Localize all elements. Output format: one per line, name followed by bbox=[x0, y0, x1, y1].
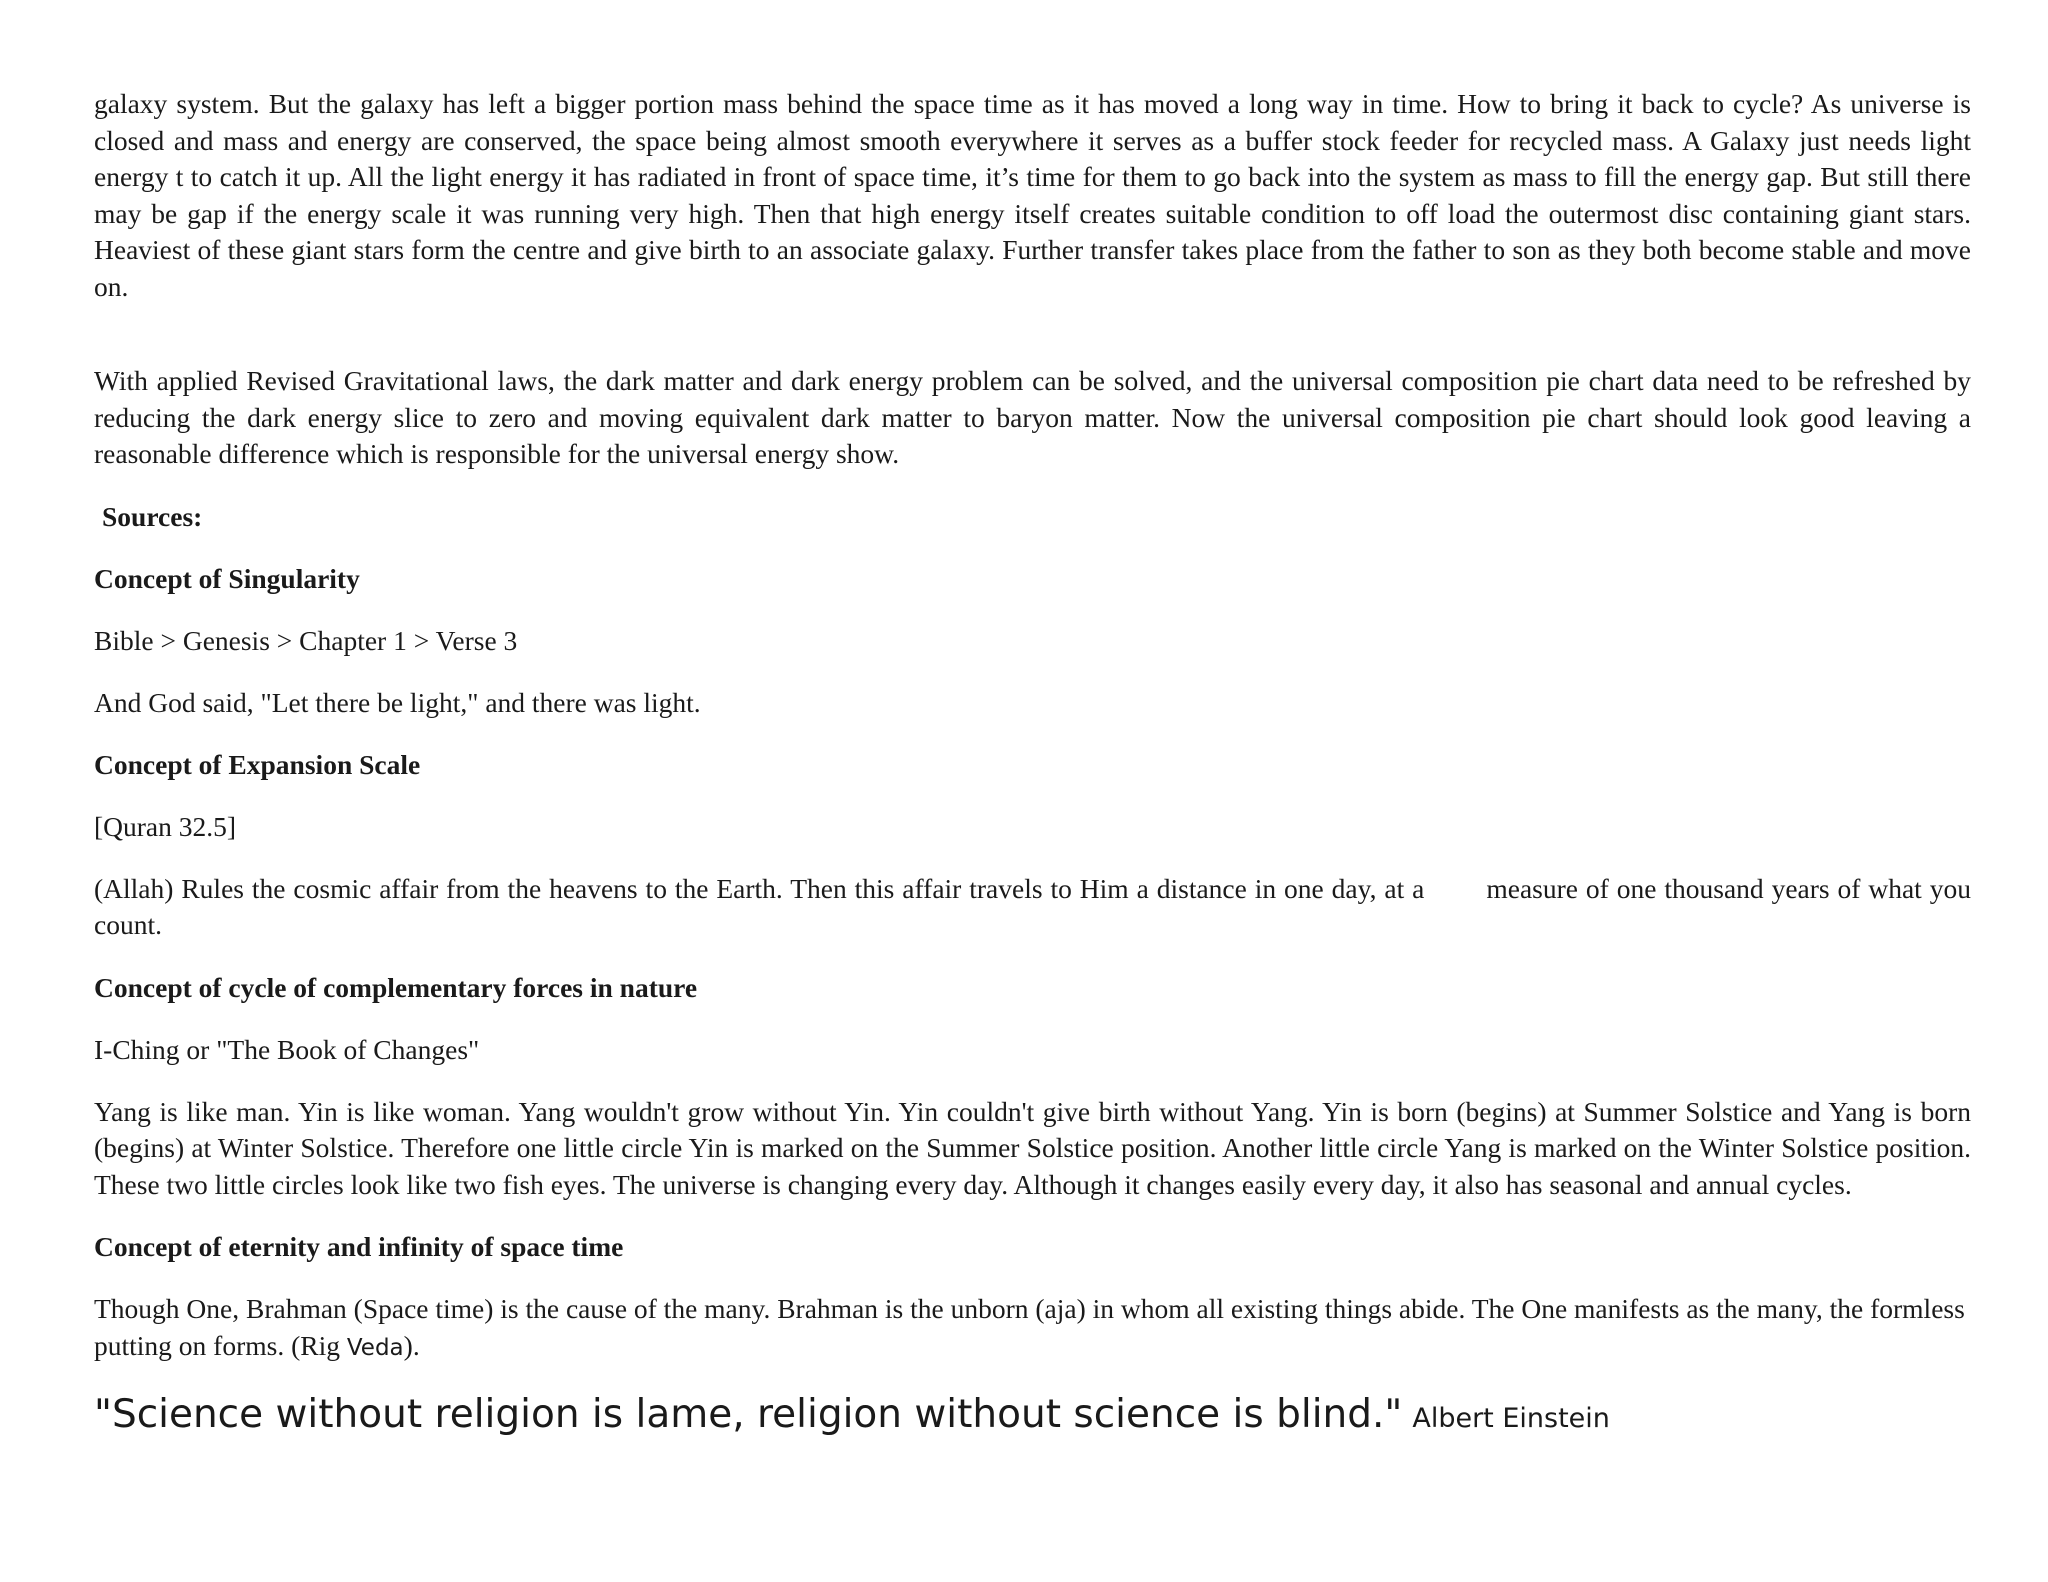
reference-i-ching: I-Ching or "The Book of Changes" bbox=[94, 1033, 480, 1065]
paragraph-yin-yang: Yang is like man. Yin is like woman. Yang wouldn't grow without Yin. Yin couldn't give birth without Yang. Yin is born (begins) at Summer Solstice and Yang is born (begins) at Winter Solstice. Therefore one little circle Yin is marked on the Summer Solstice position. Another little circle Yang is marked on the Winter Solstice position. These two little circles look like two fish eyes. The universe is changing every day. Although it changes easily every day, it also has seasonal and annual cycles. bbox=[94, 1095, 1971, 1200]
paragraph-galaxy-system: galaxy system. But the galaxy has left a bigger portion mass behind the space time as it has moved a long way in time. How to bring it back to cycle? As universe is closed and mass and energy are conserved, the space being almost smooth everywhere it serves as a buffer stock feeder for recycled mass. A Galaxy just needs light energy t to catch it up. All the light energy it has radiated in front of space time, it’s time for them to go back into the system as mass to fill the energy gap. But still there may be gap if the energy scale it was running very high. Then that high energy itself creates suitable condition to off load the outermost disc containing giant stars. Heaviest of these giant stars form the centre and give birth to an associate galaxy. Further transfer takes place from the father to son as they both become stable and move on. bbox=[94, 88, 1971, 302]
document-page bbox=[94, 86, 1971, 1447]
paragraph-revised-gravitation: With applied Revised Gravitational laws, the dark matter and dark energy problem can be solved, and the universal composition pie chart data need to be refreshed by reducing the dark energy slice to zero and moving equivalent dark matter to baryon matter. Now the universal composition pie chart should look good leaving a reasonable difference which is responsible for the universal energy show. bbox=[94, 365, 1971, 469]
paragraph-brahman-end: ). bbox=[403, 1329, 420, 1361]
quote-quran-part2: measure of one thousand years of what you count. bbox=[94, 872, 1971, 940]
heading-singularity: Concept of Singularity bbox=[94, 562, 360, 594]
reference-quran: [Quran 32.5] bbox=[94, 810, 237, 842]
einstein-quote bbox=[94, 1390, 1971, 1447]
einstein-quote-author: Albert Einstein bbox=[1412, 1403, 1610, 1434]
quote-quran bbox=[94, 871, 1971, 944]
heading-complementary-forces: Concept of cycle of complementary forces in nature bbox=[94, 971, 698, 1003]
einstein-quote-text: "Science without religion is lame, religion without science is blind." bbox=[94, 1392, 1403, 1437]
paragraph-brahman-veda: Veda bbox=[346, 1334, 404, 1361]
heading-eternity: Concept of eternity and infinity of space time bbox=[94, 1231, 624, 1262]
quote-quran-part1: (Allah) Rules the cosmic affair from the heavens to the Earth. Then this affair travels to Him a distance in one day, at a bbox=[94, 872, 1425, 904]
sources-label: Sources: bbox=[102, 500, 203, 532]
reference-bible: Bible > Genesis > Chapter 1 > Verse 3 bbox=[94, 624, 518, 656]
paragraph-brahman bbox=[94, 1291, 1971, 1366]
paragraph-brahman-main: Though One, Brahman (Space time) is the cause of the many. Brahman is the unborn (aja) in whom all existing things abide. The One manifests as the many, the formless putting on forms. (Rig bbox=[94, 1293, 1965, 1361]
heading-expansion-scale: Concept of Expansion Scale bbox=[94, 748, 421, 780]
quote-genesis: And God said, "Let there be light," and there was light. bbox=[94, 686, 701, 718]
